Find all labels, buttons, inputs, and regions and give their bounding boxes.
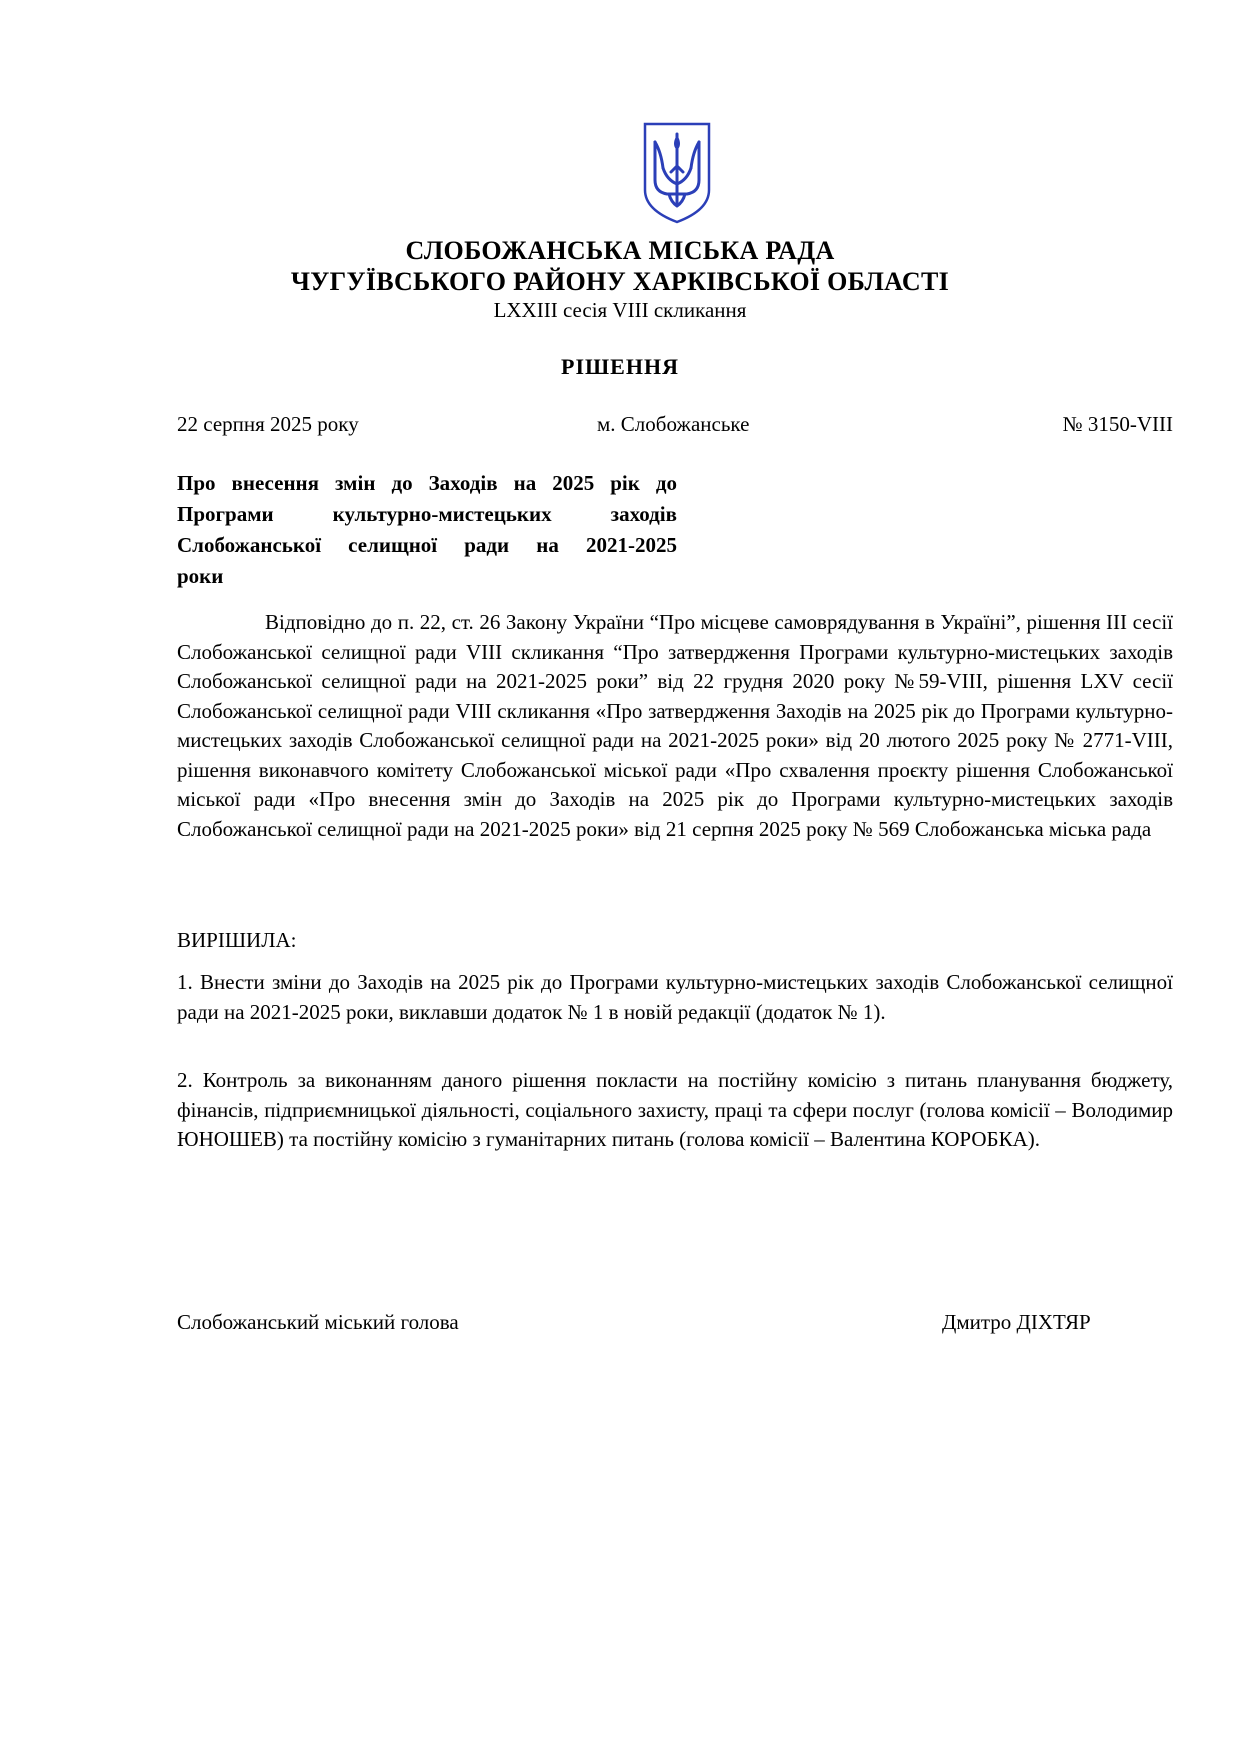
decision-number: № 3150-VIII <box>1062 412 1173 436</box>
subject-line: Про внесення змін до Заходів на 2025 рік до <box>177 471 677 495</box>
subject-line: Слобожанської селищної ради на 2021-2025 <box>177 533 677 557</box>
signature-name: Дмитро ДІХТЯР <box>942 1310 1091 1334</box>
decision-place: м. Слобожанське <box>597 412 750 436</box>
resolved-label: ВИРІШИЛА: <box>177 928 297 952</box>
session-line: LXXIII сесія VIII скликання <box>493 298 747 322</box>
subject-line: Програми культурно-мистецьких заходів <box>177 502 677 526</box>
preamble-paragraph: Відповідно до п. 22, ст. 26 Закону України “Про місцеве самоврядування в Україні”, рішення ІІІ сесії Слобожанської селищної ради VIII скликання “Про затвердження Програми культурно-мистецьких заходів Слобожанської селищної ради на 2021-2025 роки” від 22 грудня 2020 року №59-VIII, рішення LXV сесії Слобожанської селищної ради VIII скликання «Про затвердження Заходів на 2025 рік до Програми культурно-мистецьких заходів Слобожанської селищної ради на 2021-2025 роки» від 20 лютого 2025 року № 2771-VIII, рішення виконавчого комітету Слобожанської міської ради «Про схвалення проєкту рішення Слобожанської міської ради «Про внесення змін до Заходів на 2025 рік до Програми культурно-мистецьких заходів Слобожанської селищної ради на 2021-2025 роки» від 21 серпня 2025 року № 569 Слобожанська міська рада <box>177 610 1173 841</box>
resolution-item-2: 2. Контроль за виконанням даного рішення покласти на постійну комісію з питань планування бюджету, фінансів, підприємницької діяльності, соціального захисту, праці та сфери послуг (голова комісії – Володимир ЮНОШЕВ) та постійну комісію з гуманітарних питань (голова комісії – Валентина КОРОБКА). <box>177 1068 1173 1151</box>
signature-position: Слобожанський міський голова <box>177 1310 459 1334</box>
resolution-item-1: 1. Внести зміни до Заходів на 2025 рік до Програми культурно-мистецьких заходів Слобожанської селищної ради на 2021-2025 роки, виклавши додаток № 1 в новій редакції (додаток № 1). <box>177 970 1173 1024</box>
subject-block <box>177 468 677 592</box>
date-line <box>177 412 1173 440</box>
decision-date: 22 серпня 2025 року <box>177 412 359 436</box>
district-line: ЧУГУЇВСЬКОГО РАЙОНУ ХАРКІВСЬКОЇ ОБЛАСТІ <box>290 267 950 296</box>
trident-emblem-icon <box>641 122 713 224</box>
document-type: РІШЕННЯ <box>561 354 679 379</box>
subject-line: роки <box>177 564 224 588</box>
council-name: СЛОБОЖАНСЬКА МІСЬКА РАДА <box>405 236 835 265</box>
